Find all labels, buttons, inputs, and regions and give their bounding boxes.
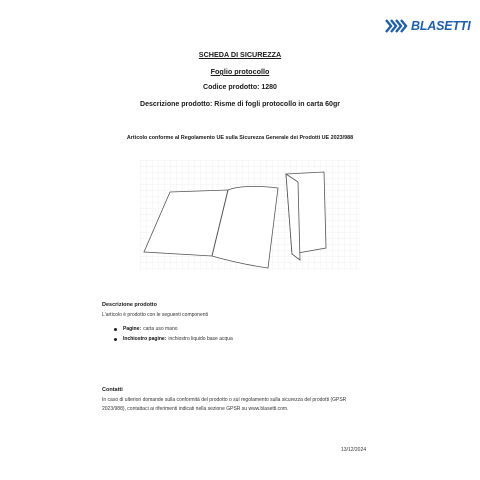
product-illustration (140, 160, 360, 270)
description-intro: L'articolo è prodotto con le seguenti componenti (102, 312, 209, 318)
product-code: Codice prodotto: 1280 (203, 84, 277, 91)
list-item-label: Pagine: (123, 326, 142, 332)
product-description-line: Descrizione prodotto: Risme di fogli protocollo in carta 60gr (140, 101, 340, 108)
contacts-text-line: In caso di ulteriori domande sulla conformità del prodotto o sul regolamento sulla sicurezza dei prodotti (GPSR (102, 397, 347, 403)
brand-name: BLASETTI (411, 19, 471, 33)
list-item-label: Inchiostro pagine: (123, 336, 167, 342)
compliance-statement: Articolo conforme al Regolamento UE sulla Sicurezza Generale dei Prodotti UE 2023/988 (126, 135, 354, 141)
list-item (114, 336, 233, 342)
list-item (114, 326, 178, 332)
blasetti-logo-icon (385, 19, 409, 33)
bullet-icon (114, 338, 117, 341)
folded-sheet-illustration (286, 172, 326, 260)
brand-logo (385, 19, 471, 33)
list-item-value: carta uso mano (143, 326, 178, 332)
list-item-value: inchiostro liquido base acqua (168, 336, 233, 342)
document-title: SCHEDA DI SICUREZZA (198, 50, 282, 59)
document-date: 13/12/2024 (341, 447, 367, 453)
description-section-title: Descrizione prodotto (102, 302, 158, 308)
contacts-text-line: 2023/988), contattaci ai riferimenti indicati nella sezione GPSR su www.blasetti.com. (102, 406, 289, 412)
bullet-icon (114, 328, 117, 331)
product-name: Foglio protocollo (210, 67, 270, 76)
contacts-section-title: Contatti (102, 387, 123, 393)
